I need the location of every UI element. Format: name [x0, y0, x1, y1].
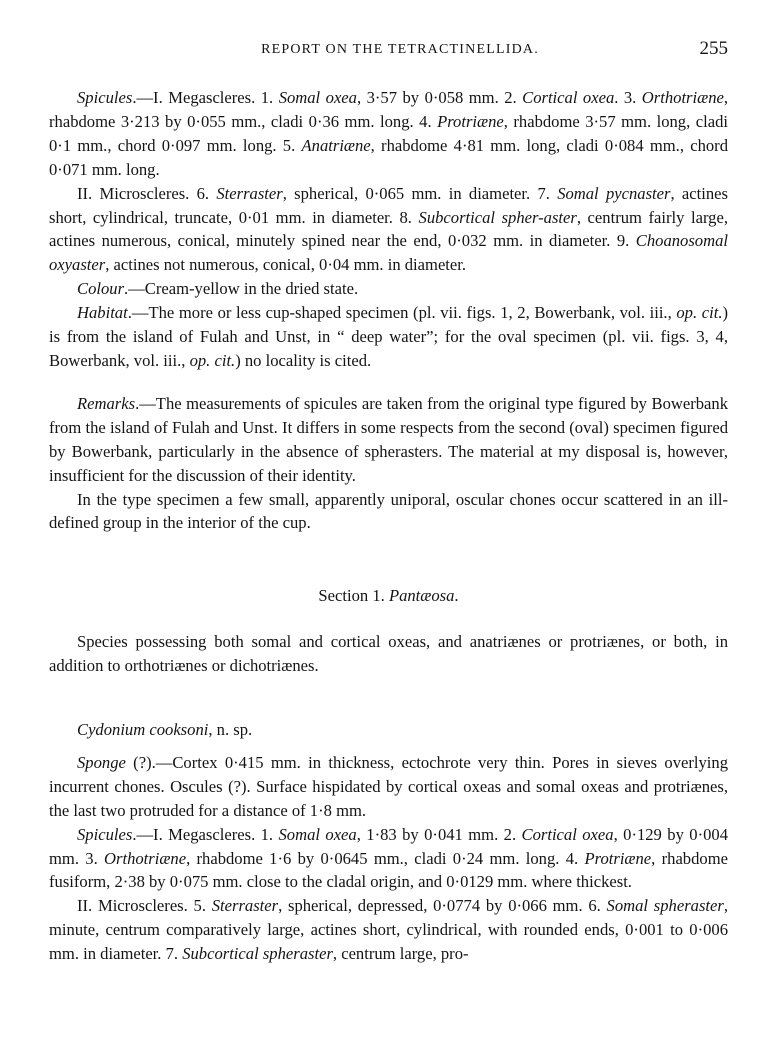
run: Remarks: [77, 393, 136, 413]
run: Choanosomal oxyaster: [49, 231, 728, 275]
paragraph-section-definition: [49, 630, 728, 678]
run: Habitat: [77, 303, 128, 323]
run: , actines short, cylindrical, truncate, 0·01 mm. in diameter. 8.: [49, 183, 728, 227]
run: Cydonium cooksoni: [77, 720, 209, 740]
paragraph-habitat: [49, 301, 728, 373]
run: Protriæne: [437, 111, 504, 131]
run: Cortical oxea: [521, 824, 614, 844]
paragraph-spicules-megascleres: [49, 86, 728, 182]
run: Somal oxea: [278, 88, 357, 107]
run: .—I. Megascleres. 1.: [132, 88, 279, 107]
run: ) no locality is cited.: [235, 350, 372, 370]
run: Subcortical spher-aster: [418, 207, 577, 227]
run: , minute, centrum comparatively large, actines short, cylindrical, with rounded ends, 0·001 to 0·006 mm. in diameter. 7.: [49, 896, 728, 964]
page-number: 255: [699, 38, 728, 59]
paragraph-colour: [49, 277, 728, 301]
run: , rhabdome 3·57 mm. long, cladi 0·1 mm., chord 0·097 mm. long. 5.: [49, 111, 728, 155]
run: Sterraster: [211, 896, 279, 916]
paragraph-remarks: [49, 392, 728, 488]
spacer: [49, 678, 728, 718]
paragraph-microscleres: [49, 182, 728, 278]
run: .—The more or less cup-shaped specimen (pl. vii. figs. 1, 2, Bowerbank, vol. iii.,: [127, 303, 677, 323]
run: ) is from the island of Fulah and Unst, in “ deep water”; for the oval specimen (pl. vii. figs. 3, 4, Bowerbank, vol. iii.,: [49, 303, 728, 370]
run: Spicules: [77, 824, 133, 844]
run: II. Microscleres. 5.: [77, 896, 212, 916]
run: Spicules: [77, 88, 133, 107]
run: II. Microscleres. 6.: [77, 183, 217, 203]
page-header: [0, 38, 776, 66]
paragraph-species-megascleres: [49, 823, 728, 895]
run: , centrum fairly large, actines numerous, conical, minutely spined near the end, 0·032 mm. in diameter. 9.: [49, 207, 728, 251]
run: .—Cream-yellow in the dried state.: [124, 279, 359, 299]
run: Protriæne: [584, 848, 652, 868]
paragraph-type-specimen: [49, 488, 728, 536]
run: op. cit.: [676, 303, 723, 323]
run: op. cit.: [189, 350, 236, 370]
section-heading: [49, 584, 728, 608]
run: , actines not numerous, conical, 0·04 mm. in diameter.: [105, 255, 467, 275]
paragraph-sponge: [49, 751, 728, 823]
run: Orthotriæne: [104, 848, 187, 868]
run: , n. sp.: [208, 720, 253, 740]
run: In the type specimen a few small, apparently uniporal, oscular chones occur scattered in an ill-defined group in the interior of the cup.: [49, 489, 728, 533]
run: , rhabdome fusiform, 2·38 by 0·075 mm. close to the cladal origin, and 0·0129 mm. where thickest.: [49, 848, 728, 892]
run: Orthotriæne: [641, 88, 724, 107]
spacer: [49, 373, 728, 392]
run: .—I. Megascleres. 1.: [132, 824, 279, 844]
body-text: [49, 86, 728, 966]
run: Sterraster: [216, 183, 283, 203]
run: Subcortical spheraster: [182, 944, 333, 964]
run: , spherical, depressed, 0·0774 by 0·066 mm. 6.: [278, 896, 607, 916]
run: Species possessing both somal and cortical oxeas, and anatriænes or protriænes, or both, in addition to orthotriænes or dichotriænes.: [49, 632, 728, 676]
run: . 3.: [614, 88, 642, 107]
run: , 0·129 by 0·004 mm. 3.: [49, 824, 728, 868]
run: Sponge: [77, 752, 126, 772]
run: Anatriæne: [301, 135, 371, 155]
spacer: [49, 742, 728, 751]
paragraph-species-microscleres: [49, 894, 728, 966]
run: , rhabdome 1·6 by 0·0645 mm., cladi 0·24 mm. long. 4.: [186, 848, 585, 868]
run: Colour: [77, 279, 125, 299]
run: Pantæosa: [388, 586, 455, 606]
run: Somal oxea: [278, 824, 357, 844]
running-head: REPORT ON THE TETRACTINELLIDA.: [261, 42, 539, 57]
run: .: [454, 586, 459, 606]
run: Somal pycnaster: [557, 183, 671, 203]
run: , 3·57 by 0·058 mm. 2.: [356, 88, 523, 107]
run: , rhabdome 3·213 by 0·055 mm., cladi 0·36 mm. long. 4.: [49, 88, 729, 131]
run: , rhabdome 4·81 mm. long, cladi 0·084 mm., chord 0·071 mm. long.: [49, 135, 729, 179]
run: .—The measurements of spicules are taken from the original type figured by Bowerbank from the island of Fulah and Unst. It differs in some respects from the second (oval) specimen figured by Bowerbank, particularly in the absence of spherasters. The material at my disposal is, however, insufficient for the discussion of their identity.: [49, 393, 728, 485]
run: Section 1.: [318, 586, 389, 606]
spacer: [49, 608, 728, 630]
species-title: [49, 718, 728, 742]
run: , 1·83 by 0·041 mm. 2.: [356, 824, 522, 844]
run: , spherical, 0·065 mm. in diameter. 7.: [282, 183, 558, 203]
spacer: [49, 535, 728, 584]
run: Cortical oxea: [522, 88, 615, 107]
run: (?).—Cortex 0·415 mm. in thickness, ectochrote very thin. Pores in sieves overlying incurrent chones. Oscules (?). Surface hispidated by cortical oxeas and somal oxeas and protriænes, the last two protruded for a distance of 1·8 mm.: [49, 752, 728, 820]
run: , centrum large, pro-: [332, 944, 469, 964]
run: Somal spheraster: [606, 896, 724, 916]
